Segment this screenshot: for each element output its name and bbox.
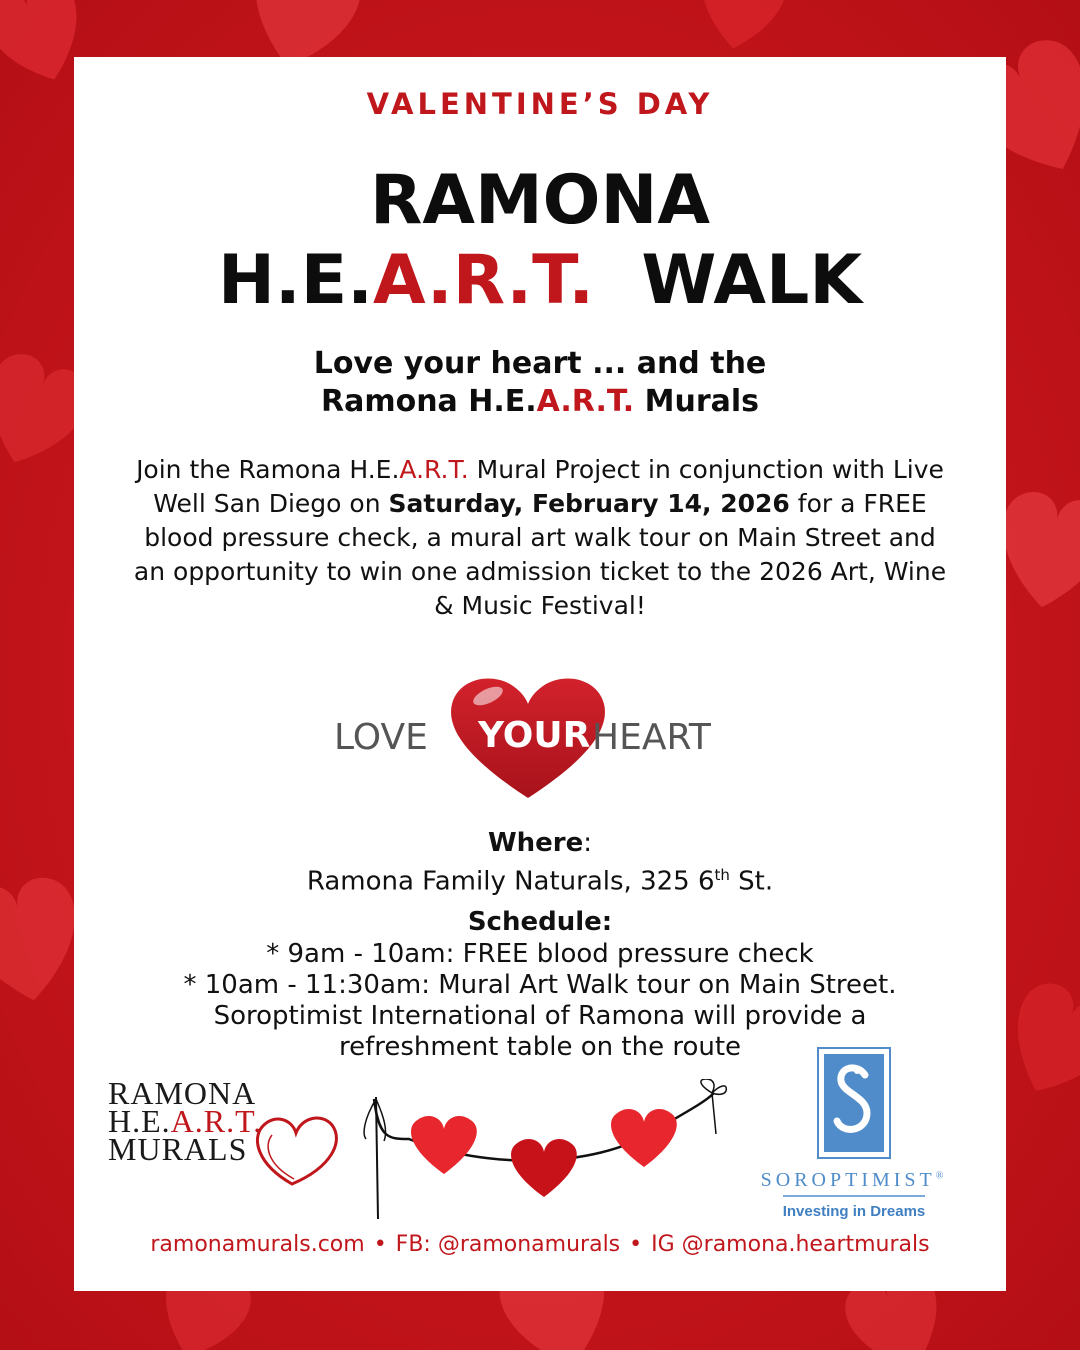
- heart-garland-illustration: [354, 1079, 744, 1219]
- desc-art: A.R.T.: [399, 455, 469, 484]
- logo-heart: HEART: [592, 717, 711, 758]
- desc-part-3: for a FREE blood pressure check, a mural art walk tour on Main Street and an opportunity to win one admission ticket to the 2026 Art, Wine & Music Festival!: [133, 489, 947, 620]
- subtitle-post: Murals: [634, 384, 760, 419]
- ram-logo-line-3: MURALS: [108, 1131, 248, 1167]
- ram-logo-art: A.R.T.: [170, 1103, 263, 1139]
- instagram-link[interactable]: IG @ramona.heartmurals: [651, 1232, 930, 1257]
- ramona-heart-murals-logo: [108, 1075, 338, 1189]
- title-line-2: [74, 241, 1006, 321]
- title-hea: H.E.: [217, 241, 373, 320]
- subtitle-art: A.R.T.: [536, 384, 635, 419]
- soroptimist-name: [739, 1169, 969, 1192]
- event-date: Saturday, February 14, 2026: [388, 489, 790, 518]
- flyer-card: [74, 57, 1006, 1291]
- event-eyebrow: VALENTINE’S DAY: [366, 87, 714, 121]
- event-title: [74, 161, 1006, 321]
- schedule-item: * 10am - 11:30am: Mural Art Walk tour on Main Street.: [183, 970, 897, 1000]
- ram-logo-line-1: RAMONA: [108, 1075, 257, 1111]
- facebook-link[interactable]: FB: @ramonamurals: [395, 1232, 621, 1257]
- title-line-1: RAMONA: [370, 161, 710, 240]
- schedule-item: * 9am - 10am: FREE blood pressure check: [266, 939, 814, 969]
- address-end: St.: [729, 866, 774, 897]
- separator: •: [373, 1232, 387, 1257]
- schedule-item: refreshment table on the route: [338, 1032, 742, 1062]
- where-address: [74, 860, 1006, 898]
- title-art: A.R.T.: [372, 241, 595, 320]
- subtitle-line-1: Love your heart ... and the: [313, 346, 767, 381]
- soroptimist-emblem-icon: [817, 1047, 891, 1159]
- subtitle-pre: Ramona H.E.: [320, 384, 537, 419]
- separator: •: [629, 1232, 643, 1257]
- address-sup: th: [714, 866, 730, 884]
- desc-part-2: Mural Project in conjunction with Live Well San Diego on: [153, 455, 944, 518]
- subtitle: [74, 345, 1006, 421]
- schedule-heading: Schedule:: [467, 907, 613, 937]
- love-your-heart-logo: [328, 674, 728, 804]
- logo-love: LOVE: [334, 717, 428, 758]
- subtitle-line-2: [74, 383, 1006, 421]
- website-link[interactable]: ramonamurals.com: [150, 1232, 365, 1257]
- schedule-list: [74, 939, 1006, 1063]
- footer-links: [74, 1232, 1006, 1257]
- address-text: Ramona Family Naturals, 325 6: [306, 866, 715, 897]
- outline-heart-icon: [252, 1109, 342, 1189]
- desc-part-1: Join the Ramona H.E.: [136, 455, 400, 484]
- ram-logo-hea: H.E.: [108, 1103, 171, 1139]
- schedule-item: Soroptimist International of Ramona will provide a: [213, 1001, 867, 1031]
- logo-your: YOUR: [478, 715, 591, 756]
- where-label: Where: [487, 828, 584, 858]
- soroptimist-reg: ®: [935, 1170, 948, 1182]
- where-colon: :: [583, 828, 593, 858]
- title-walk: WALK: [641, 241, 863, 320]
- soroptimist-tagline: Investing in Dreams: [783, 1195, 926, 1220]
- soroptimist-logo: [739, 1047, 969, 1220]
- event-description: [130, 453, 950, 623]
- soroptimist-name-text: SOROPTIMIST: [760, 1169, 936, 1191]
- where-heading: [74, 828, 1006, 859]
